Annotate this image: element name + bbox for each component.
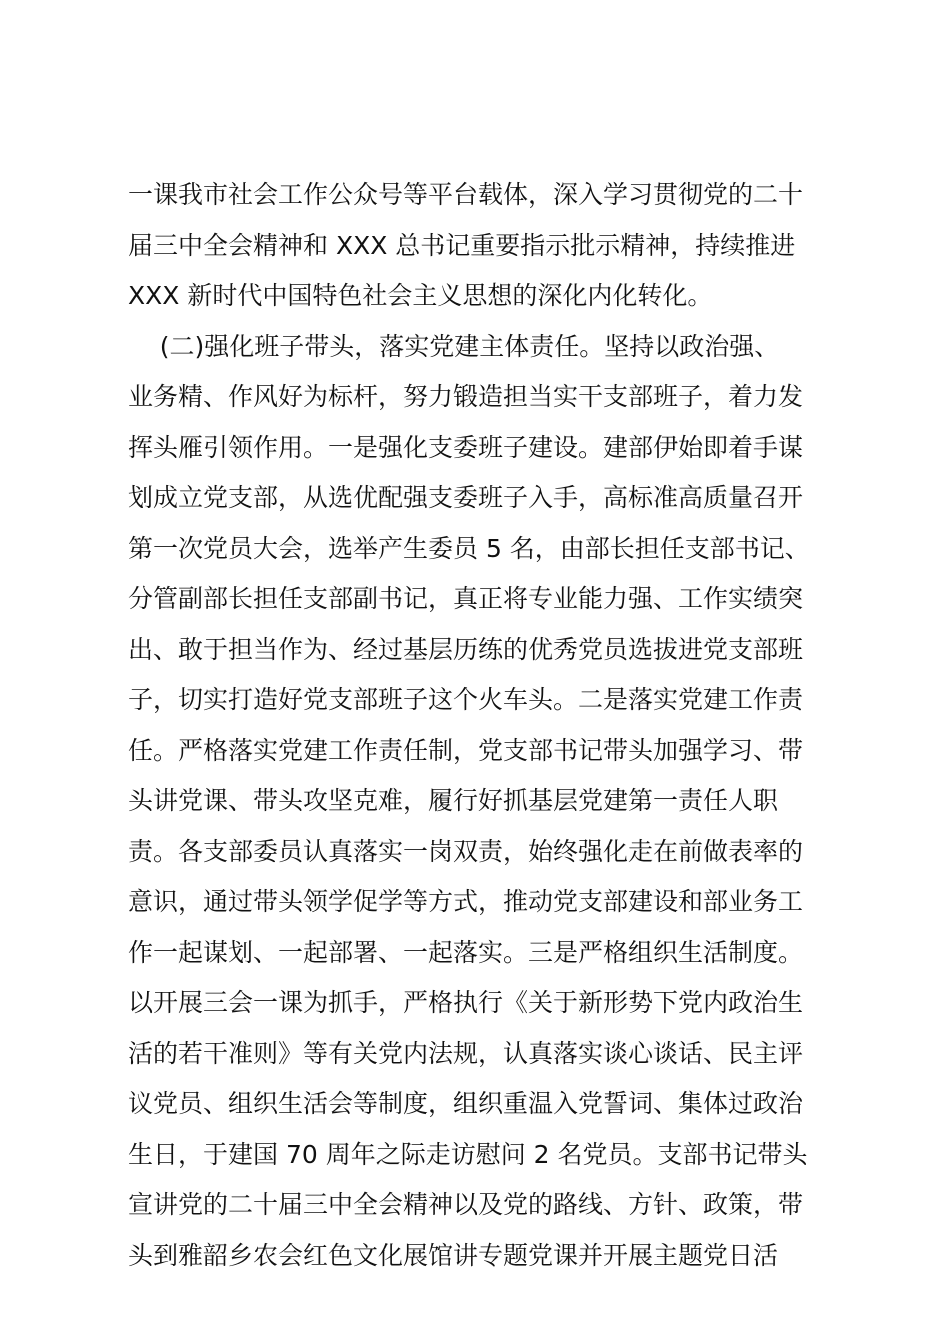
text-line: 届三中全会精神和 XXX 总书记重要指示批示精神，持续推进 [128,230,796,260]
text-line: 议党员、组织生活会等制度，组织重温入党誓词、集体过政治 [128,1089,804,1118]
text-line: 作一起谋划、一起部署、一起落实。三是严格组织生活制度。 [128,937,804,967]
text-line: 责。各支部委员认真落实一岗双责，始终强化走在前做表率的 [128,836,804,866]
text-line: 宣讲党的二十届三中全会精神以及党的路线、方针、政策，带 [128,1190,804,1219]
text-line: 分管副部长担任支部副书记，真正将专业能力强、工作实绩突 [128,584,804,613]
text-line: 活的若干准则》等有关党内法规，认真落实谈心谈话、民主评 [128,1038,804,1068]
text-line: 头讲党课、带头攻坚克难，履行好抓基层党建第一责任人职 [128,786,779,815]
text-line: 任。严格落实党建工作责任制，党支部书记带头加强学习、带 [128,735,804,765]
text-line: 业务精、作风好为标杆，努力锻造担当实干支部班子，着力发 [128,382,804,411]
text-line: XXX 新时代中国特色社会主义思想的深化内化转化。 [128,281,713,310]
text-line: 划成立党支部，从选优配强支委班子入手，高标准高质量召开 [128,483,804,512]
text-line: (二)强化班子带头，落实党建主体责任。坚持以政治强、 [128,331,780,361]
text-line: 头到雅韶乡农会红色文化展馆讲专题党课并开展主题党日活 [128,1240,779,1270]
text-line: 一课我市社会工作公众号等平台载体，深入学习贯彻党的二十 [128,180,804,209]
text-line: 第一次党员大会，选举产生委员 5 名，由部长担任支部书记、 [128,533,810,563]
text-line: 出、敢于担当作为、经过基层历练的优秀党员选拔进党支部班 [128,634,804,664]
text-line: 意识，通过带头领学促学等方式，推动党支部建设和部业务工 [128,887,804,916]
text-line: 以开展三会一课为抓手，严格执行《关于新形势下党内政治生 [128,988,804,1017]
text-line: 挥头雁引领作用。一是强化支委班子建设。建部伊始即着手谋 [128,432,804,462]
text-line: 生日，于建国 70 周年之际走访慰问 2 名党员。支部书记带头 [128,1139,808,1169]
document-body [128,170,822,1281]
text-line: 子，切实打造好党支部班子这个火车头。二是落实党建工作责 [128,685,804,714]
